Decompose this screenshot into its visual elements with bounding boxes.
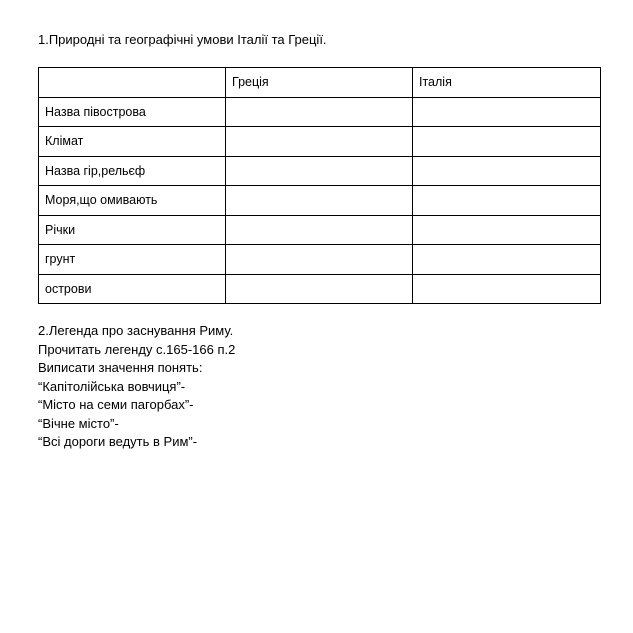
section-2: [38, 322, 235, 452]
term-line: “Капітолійська вовчиця”-: [38, 378, 186, 394]
row-label: Назва гір,рельєф: [39, 156, 226, 186]
table-row: [39, 245, 601, 275]
table-row: [39, 186, 601, 216]
section-2-title: 2.Легенда про заснування Риму.: [38, 323, 234, 338]
empty-cell-greece: [226, 127, 413, 157]
empty-cell-greece: [226, 274, 413, 304]
row-label: грунт: [39, 245, 226, 275]
empty-cell-greece: [226, 97, 413, 127]
empty-cell-italy: [413, 156, 601, 186]
empty-cell-greece: [226, 215, 413, 245]
table-header-greece: Греція: [226, 68, 413, 98]
term-line: “Місто на семи пагорбах”-: [38, 397, 194, 412]
empty-cell-italy: [413, 245, 601, 275]
empty-cell-italy: [413, 215, 601, 245]
term-line: “Вічне місто”-: [38, 415, 119, 431]
empty-cell-italy: [413, 97, 601, 127]
row-label: острови: [39, 274, 226, 304]
row-label: Назва півострова: [39, 97, 226, 127]
table-header-italy: Італія: [413, 68, 601, 98]
table-row: [39, 215, 601, 245]
table-row: [39, 97, 601, 127]
table-row: [39, 127, 601, 157]
table-row: [39, 274, 601, 304]
row-label: Клімат: [39, 127, 226, 157]
empty-cell-greece: [226, 156, 413, 186]
row-label: Моря,що омивають: [39, 186, 226, 216]
table-header-row: [39, 68, 601, 98]
empty-cell-italy: [413, 274, 601, 304]
comparison-table: [38, 67, 601, 304]
row-label: Річки: [39, 215, 226, 245]
section-1-heading: 1.Природні та географічні умови Італії та Греції.: [38, 32, 327, 47]
table-header-cell: [39, 68, 226, 98]
empty-cell-italy: [413, 186, 601, 216]
empty-cell-greece: [226, 245, 413, 275]
term-line: “Всі дороги ведуть в Рим”-: [38, 434, 198, 449]
empty-cell-italy: [413, 127, 601, 157]
terms-instruction: Виписати значення понять:: [38, 360, 203, 375]
reading-instruction: Прочитать легенду с.165-166 п.2: [38, 341, 236, 357]
empty-cell-greece: [226, 186, 413, 216]
table-row: [39, 156, 601, 186]
